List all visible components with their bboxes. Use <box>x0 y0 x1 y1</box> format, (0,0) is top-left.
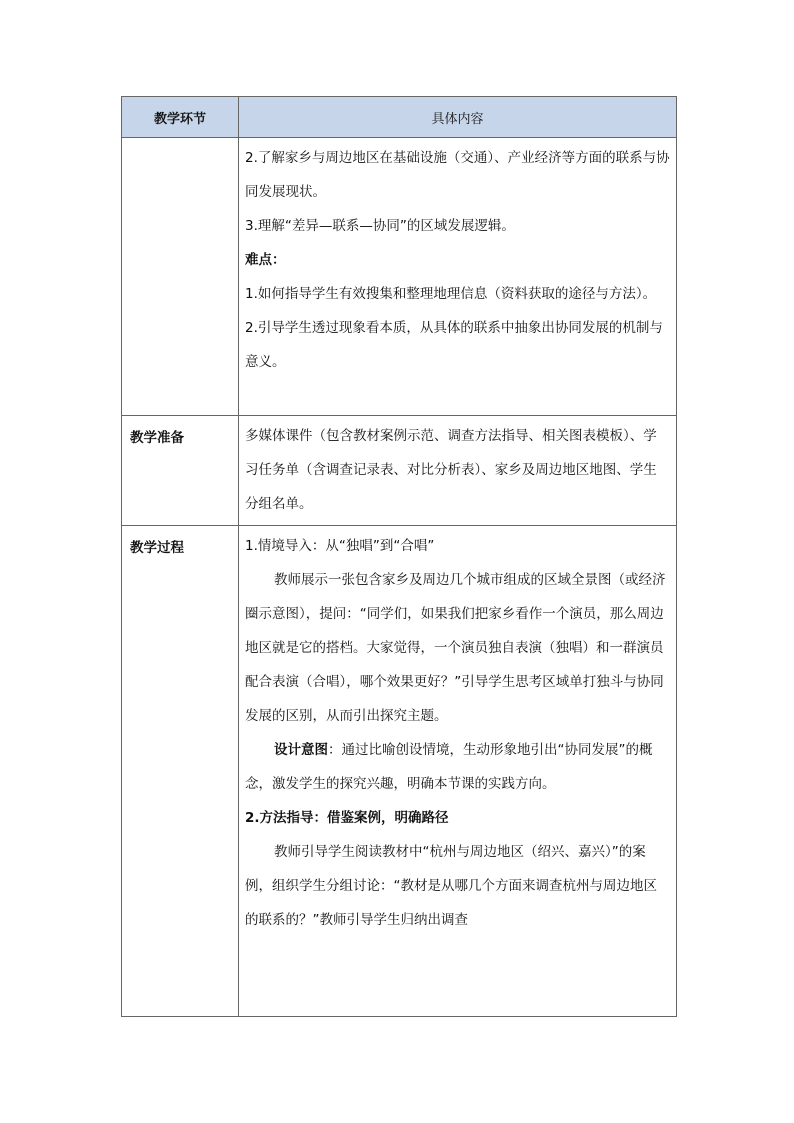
row3-content <box>239 526 677 1017</box>
table-row-process <box>122 526 677 1017</box>
row1-label <box>122 138 239 416</box>
row2-text: 多媒体课件（包含教材案例示范、调查方法指导、相关图表模板）、学习任务单（含调查记录表、对比分析表）、家乡及周边地区地图、学生分组名单。 <box>245 428 657 512</box>
row3-section1-title: 1.情境导入：从“独唱”到“合唱” <box>245 538 435 554</box>
design-intent-text: ：通过比喻创设情境，生动形象地引出“协同发展”的概念，激发学生的探究兴趣，明确本节课的实践方向。 <box>245 742 653 792</box>
header-teaching-stage <box>122 97 239 138</box>
row3-section1-body: 教师展示一张包含家乡及周边几个城市组成的区域全景图（或经济圈示意图），提问：“同学们，如果我们把家乡看作一个演员，那么周边地区就是它的搭档。大家觉得，一个演员独自表演（独唱）和一群演员配合表演（合唱），哪个效果更好？”引导学生思考区域单打独斗与协同发展的区别，从而引出探究主题。 <box>245 572 666 724</box>
row1-para-1: 2.了解家乡与周边地区在基础设施（交通）、产业经济等方面的联系与协同发展现状。 <box>245 150 670 200</box>
row2-content <box>239 416 677 526</box>
header-specific-content <box>239 97 677 138</box>
row3-design-intent <box>245 733 670 801</box>
row3-section2-body: 教师引导学生阅读教材中“杭州与周边地区（绍兴、嘉兴）”的案例，组织学生分组讨论：“教材是从哪几个方面来调查杭州与周边地区的联系的？”教师引导学生归纳出调查 <box>245 844 657 928</box>
row3-label: 教学过程 <box>122 526 239 1017</box>
row3-section2-title: 2.方法指导：借鉴案例，明确路径 <box>245 810 449 826</box>
design-intent-label: 设计意图 <box>274 742 328 758</box>
row1-content <box>239 138 677 416</box>
lesson-plan-table <box>121 96 677 1017</box>
header-col2-label: 具体内容 <box>431 111 484 127</box>
table-row-preparation <box>122 416 677 526</box>
table-row-objectives <box>122 138 677 416</box>
row1-para-5: 2.引导学生透过现象看本质，从具体的联系中抽象出协同发展的机制与意义。 <box>245 320 663 370</box>
row2-label: 教学准备 <box>122 416 239 526</box>
row1-difficulty-heading: 难点： <box>245 252 286 268</box>
row1-para-2: 3.理解“差异—联系—协同”的区域发展逻辑。 <box>245 218 515 234</box>
header-col1-label: 教学环节 <box>153 111 206 127</box>
row1-para-4: 1.如何指导学生有效搜集和整理地理信息（资料获取的途径与方法）。 <box>245 286 657 302</box>
table-header-row <box>122 97 677 138</box>
